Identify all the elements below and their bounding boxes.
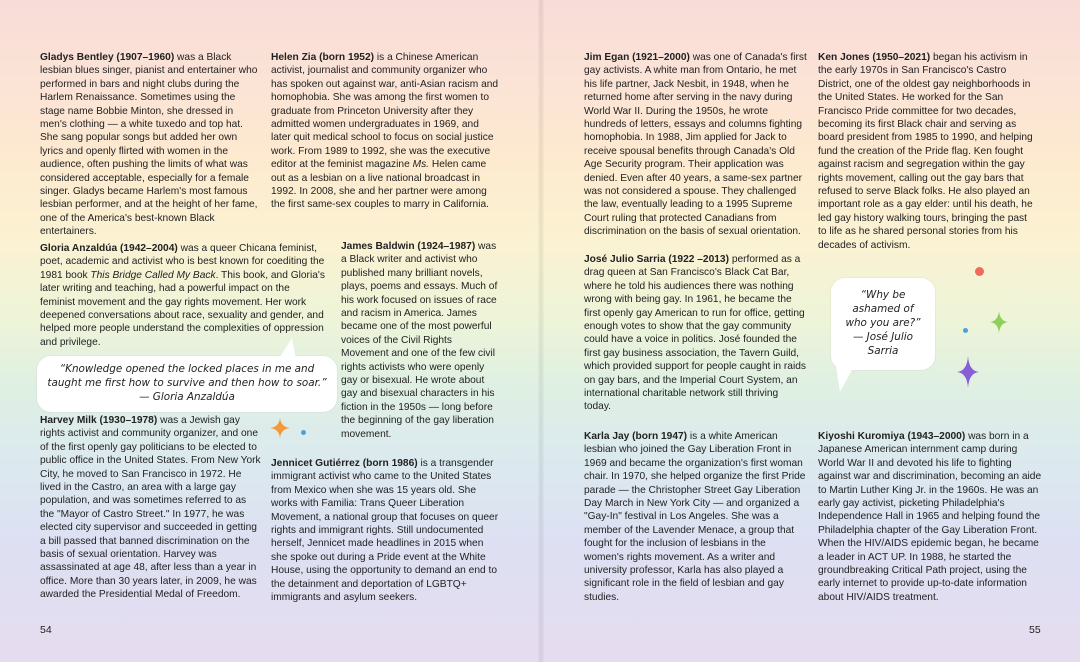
bio-name: James Baldwin (1924–1987) (341, 241, 476, 252)
quote-bubble-gloria (37, 356, 337, 412)
bio-text: was a queer Chicana feminist, poet, academic and activist who is best known for coediting the 1981 book (40, 243, 325, 281)
bio-text: is a transgender immigrant activist who came to the United States from Mexico when she was 15 years old. She works with Familia: Trans Queer Liberation Movement, a national group that focuses on queer rights and immigrant rights. Still undocumented herself, Jennicet made headlines in 2015 when she spoke out during a Pride event at the White House, using the opportunity to demand an end to the detainment and deportation of LGBTQ+ immigrants and asylum seekers. (271, 458, 499, 604)
dot-blue-icon (963, 328, 968, 333)
bio-name: Kiyoshi Kuromiya (1943–2000) (818, 431, 966, 442)
bio-ken-jones (818, 51, 1038, 252)
sparkle-purple-icon (957, 356, 979, 388)
bio-text: . This book, and Gloria's later writing and teaching, had a powerful impact on the feminist movement and the gay rights movement. Her work deepened conversations about race, sexuality and gender, and helped more people understand the complexities of oppression and privilege. (40, 269, 325, 348)
bio-jose-julio-sarria (584, 253, 808, 414)
quote-attribution: — Gloria Anzaldúa (139, 391, 235, 403)
quote-line: “Why be (860, 289, 906, 301)
quote-line: taught me first how to survive and then how to soar.” (47, 377, 327, 389)
bio-italic: Ms. (412, 159, 429, 171)
bio-name: Helen Zia (born 1952) (271, 52, 375, 63)
bio-text: began his activism in the early 1970s in San Francisco's Castro District, one of the oldest gay neighborhoods in the United States. He worked for the San Francisco Pride committee for two decades, becoming its first Black chair and serving as board president from 1985 to 1990, and helping fund the creation of the Pride flag. Ken fought against racism and segregation within the gay rights movement, calling out the gay bars that refused to serve Black folks. He also played an important role as a gay elder: until his death, he led gay history walking tours, bringing the past to life as he shared personal stories from his decades of activism. (818, 52, 1033, 251)
bio-name: Karla Jay (born 1947) (584, 431, 688, 442)
bio-helen-zia (271, 51, 499, 212)
quote-line: ashamed of (852, 303, 914, 315)
bio-text: was one of Canada's first gay activists. A white man from Ontario, he met his life partner, Jack Nesbit, in 1948, when he returned home after serving in the navy during World War II. During the 1950s, he wrote hundreds of letters, essays and columns fighting homophobia. In 1988, Jim applied for Jack to receive spousal benefits through Canada's Old Age Security program. Their application was denied. Even after 40 years, a same-sex partner was not considered a spouse. They challenged the law, eventually leading to a 1995 Supreme Court ruling that protected Canadians from discrimination on the basis of sexual orientation. (584, 52, 807, 238)
bio-karla-jay (584, 430, 808, 604)
bio-gloria-anzaldua (40, 242, 327, 349)
page-number-right: 55 (1029, 624, 1041, 636)
bio-text: was a Black lesbian blues singer, pianist and entertainer who performed in bars and night clubs during the Harlem Renaissance. Sometimes using the stage name Bobbie Minton, she dressed in men's clothing — a white tuxedo and top hat. She sang popular songs but added her own lyrics and openly flirted with women in the audience, often pushing the limits of what was considered acceptable, especially for a female singer. Gladys became Harlem's most famous lesbian performer, and at the height of her fame, one of the America's best-known Black entertainers. (40, 52, 258, 238)
bio-name: José Julio Sarria (1922 –2013) (584, 254, 729, 265)
bio-text: performed as a drag queen at San Francisco's Black Cat Bar, where he told his audiences there was nothing wrong with being gay. In 1961, he became the first openly gay American to run for office, getting enough votes to show that the gay community could have a voice in politics. José founded the first gay business association, the Tavern Guild, which provided support for people caught in raids on gay bars, and the Imperial Court System, an international charitable network still thriving today. (584, 254, 806, 413)
bio-name: Harvey Milk (1930–1978) (40, 415, 158, 426)
bio-text: was a Jewish gay rights activist and community organizer, and one of the first openly gay politicians to be elected to public office in the United States. From New York City, he moved to San Francisco in 1972. He lived in the Castro, an area with a large gay population, and was sometimes referred to as the "Mayor of Castro Street." In 1977, he was elected city supervisor and succeeded in getting a bill passed that banned discrimination on the basis of sexual orientation. Harvey was assassinated at age 48, after less than a year in office. More than 30 years later, in 2009, he was awarded the Presidential Medal of Freedom. (40, 415, 261, 601)
bio-name: Gladys Bentley (1907–1960) (40, 52, 175, 63)
bio-name: Jennicet Gutiérrez (born 1986) (271, 458, 418, 469)
bio-text: is a white American lesbian who joined the Gay Liberation Front in 1969 and became the organization's first woman chair. In 1970, she helped organize the first Pride parade — the Christopher Street Gay Liberation Day March in New York City — and organized a "Gay-In" festival in Los Angeles. She was a member of the Lavender Menace, a group that fought for the inclusion of lesbians in the women's rights movement. As a writer and university professor, Karla has also played a significant role in the field of lesbian and gay studies. (584, 431, 806, 603)
quote-bubble-jose (831, 278, 935, 370)
quote-attribution: — José Julio (852, 331, 913, 343)
bio-name: Gloria Anzaldúa (1942–2004) (40, 243, 178, 254)
page-number-left: 54 (40, 624, 52, 636)
bio-text: was born in a Japanese American internment camp during World War II and devoted his life to fighting against war and discrimination, becoming an aide to Martin Luther King Jr. in the 1960s. He was an early gay activist, picketing Philadelphia's Independence Hall in 1965 and helping found the Philadelphia chapter of the Gay Liberation Front. When the HIV/AIDS epidemic began, he became a leader in ACT UP. In 1988, he started the groundbreaking Critical Path project, using the early internet to provide up-to-date information about HIV/AIDS treatment. (818, 431, 1042, 603)
bio-text: Helen came out as a lesbian on a live national broadcast in 1992. In 2008, she and her partner were among the first same-sex couples to marry in California. (271, 159, 489, 211)
book-spine (538, 0, 544, 662)
dot-red-icon (975, 267, 984, 276)
quote-line: “Knowledge opened the locked places in me and (59, 363, 315, 375)
bio-harvey-milk (40, 414, 262, 602)
bio-james-baldwin (341, 240, 499, 441)
bio-name: Ken Jones (1950–2021) (818, 52, 931, 63)
bio-kiyoshi-kuromiya (818, 430, 1042, 604)
quote-attribution: Sarria (867, 345, 899, 357)
bio-text: is a Chinese American activist, journalist and community organizer who has spoken out against war, anti-Asian racism and homophobia. She was among the first women to graduate from Princeton University after they admitted women undergraduates in 1969, and later quit medical school to focus on social justice work. From 1989 to 1992, she was the executive editor at the feminist magazine (271, 52, 499, 171)
bio-jim-egan (584, 51, 808, 239)
quote-line: who you are?” (845, 317, 921, 329)
bio-gladys-bentley (40, 51, 262, 239)
dot-blue-icon (301, 430, 306, 435)
bio-text: was a Black writer and activist who published many brilliant novels, plays, poems and essays. Much of his work focused on issues of race and racism in America. James became one of the most powerful voices of the Civil Rights Movement and one of the few civil rights activists who were openly gay or bisexual. He wrote about gay and bisexual characters in his fiction in the 1950s — long before the beginning of the gay liberation movement. (341, 241, 498, 440)
speech-tail-icon (276, 338, 300, 360)
bio-italic: This Bridge Called My Back (90, 269, 216, 281)
sparkle-green-icon (990, 311, 1008, 333)
speech-tail-icon (836, 366, 856, 392)
sparkle-orange-icon (270, 418, 290, 438)
bio-jennicet-gutierrez (271, 457, 499, 604)
bio-name: Jim Egan (1921–2000) (584, 52, 690, 63)
